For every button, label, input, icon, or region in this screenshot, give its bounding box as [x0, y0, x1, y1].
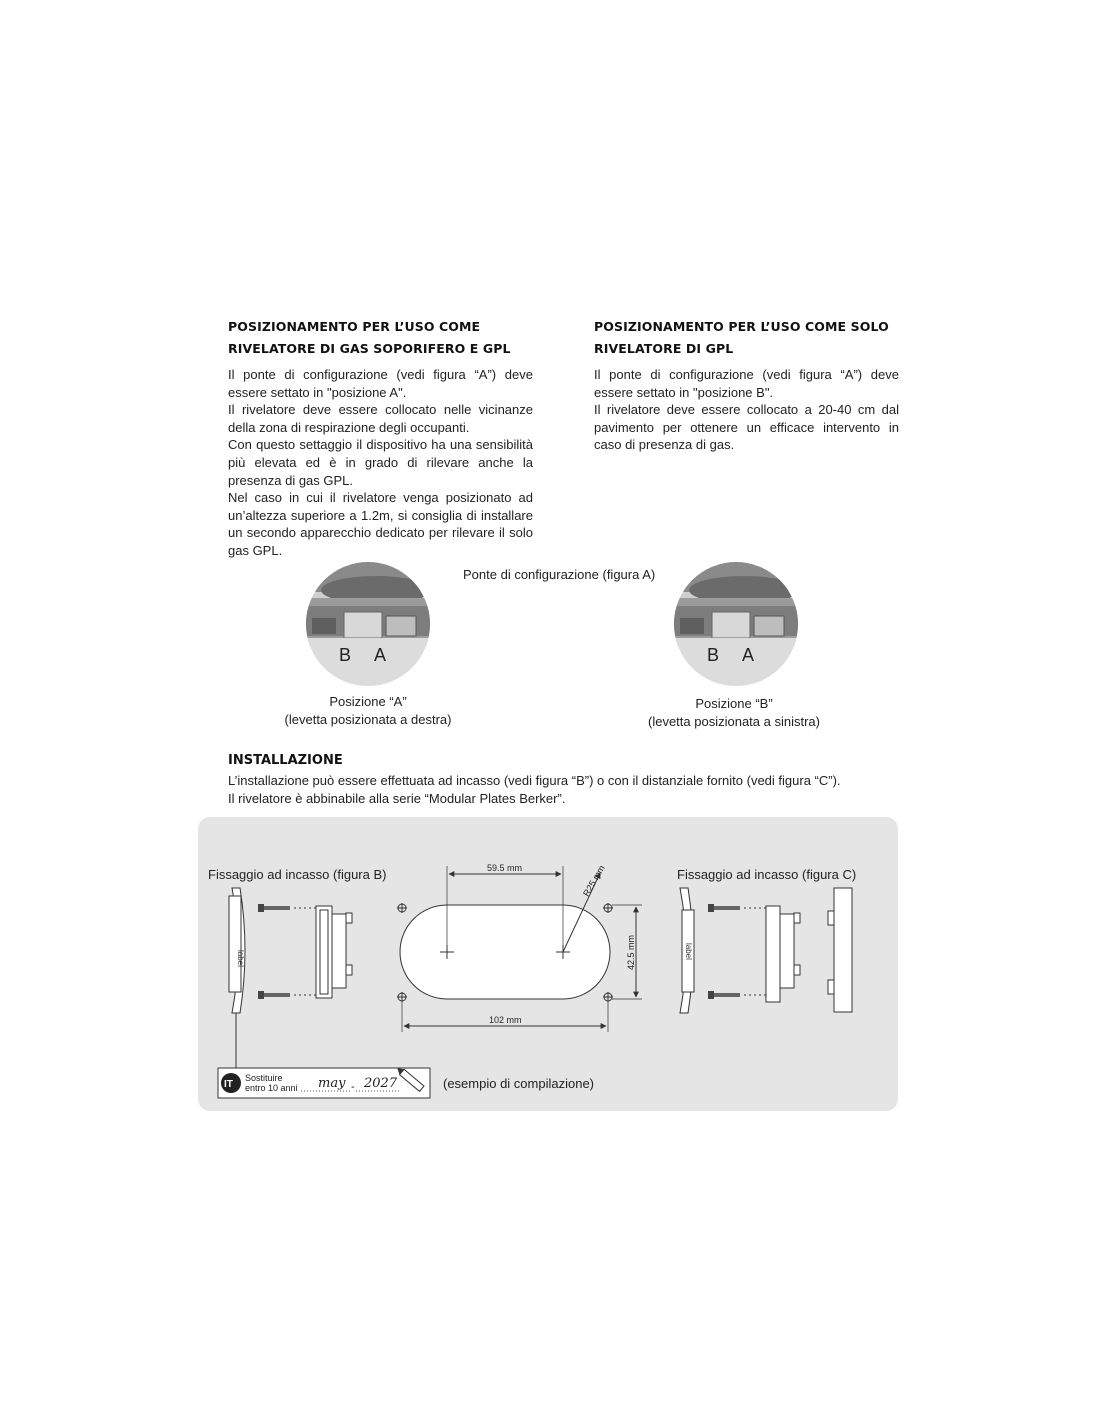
right-paragraph: Il ponte di configurazione (vedi figura “A”) deve essere settato in "posizione B". — [594, 367, 899, 400]
mount-hole-icon — [603, 903, 613, 913]
mount-hole-icon — [397, 903, 407, 913]
cutout-template-drawing — [397, 863, 642, 1032]
screw-icon — [258, 904, 318, 912]
left-paragraph: Il ponte di configurazione (vedi figura “A”) deve essere settato in "posizione A". — [228, 367, 533, 400]
photo-label-b: B — [339, 645, 352, 665]
right-title-line1: POSIZIONAMENTO PER L’USO COME SOLO — [594, 319, 889, 334]
tag-dash: - — [351, 1081, 355, 1093]
dim-bottom-label: 102 mm — [489, 1015, 522, 1025]
installation-title: INSTALLAZIONE — [228, 753, 343, 768]
device-label-c: label — [684, 943, 693, 960]
left-paragraph: Nel caso in cui il rivelatore venga posizionato ad un’altezza superiore a 1.2m, si consiglia di installare un secondo apparecchio dedicato per rilevare il solo gas GPL. — [228, 490, 533, 558]
figure-b-title: Fissaggio ad incasso (figura B) — [208, 867, 387, 882]
screw-icon — [708, 904, 766, 912]
figure-b-drawing — [229, 888, 352, 1068]
mount-hole-icon — [603, 992, 613, 1002]
figure-c-title: Fissaggio ad incasso (figura C) — [677, 867, 857, 882]
right-paragraph: Il rivelatore deve essere collocato a 20-40 cm dal pavimento per ottenere un efficace intervento in caso di presenza di gas. — [594, 402, 899, 453]
photo-label-a: A — [374, 645, 387, 665]
tag-line1: Sostituire — [245, 1073, 283, 1083]
tag-line2: entro 10 anni — [245, 1083, 298, 1093]
dim-radius-label: R25 mm — [581, 863, 607, 898]
figure-c-drawing — [680, 888, 852, 1013]
installation-line1: L’installazione può essere effettuata ad incasso (vedi figura “B”) o con il distanziale fornito (vedi figura “C”). — [228, 773, 841, 788]
dim-top-label: 59.5 mm — [487, 863, 523, 873]
mount-hole-icon — [397, 992, 407, 1002]
screw-icon — [708, 991, 766, 999]
right-title-line2: RIVELATORE DI GPL — [594, 341, 734, 356]
device-label-b: label — [236, 950, 245, 967]
left-paragraph: Con questo settaggio il dispositivo ha una sensibilità più elevata ed è in grado di rilevare anche la presenza di gas GPL. — [228, 437, 533, 488]
replacement-tag-example — [218, 1065, 430, 1098]
screw-icon — [258, 991, 318, 999]
left-paragraph: Il rivelatore deve essere collocato nelle vicinanze della zona di respirazione degli occupanti. — [228, 402, 533, 435]
left-title-line1: POSIZIONAMENTO PER L’USO COME — [228, 319, 481, 334]
tag-year: 2027 — [364, 1076, 398, 1091]
tag-country: IT — [224, 1079, 233, 1090]
left-title-line2: RIVELATORE DI GAS SOPORIFERO E GPL — [228, 341, 511, 356]
photo-label-a: A — [742, 645, 755, 665]
caption-b-line2: (levetta posizionata a sinistra) — [648, 714, 820, 729]
caption-a-line2: (levetta posizionata a destra) — [284, 712, 452, 727]
example-note: (esempio di compilazione) — [443, 1076, 595, 1091]
caption-b-line1: Posizione “B” — [695, 696, 773, 711]
caption-a-line1: Posizione “A” — [329, 694, 407, 709]
dim-height-label: 42.5 mm — [626, 934, 636, 970]
installation-line2: Il rivelatore è abbinabile alla serie “Modular Plates Berker”. — [228, 791, 566, 806]
tag-month: may — [318, 1076, 346, 1091]
figure-a-title: Ponte di configurazione (figura A) — [463, 567, 656, 582]
photo-label-b: B — [707, 645, 720, 665]
